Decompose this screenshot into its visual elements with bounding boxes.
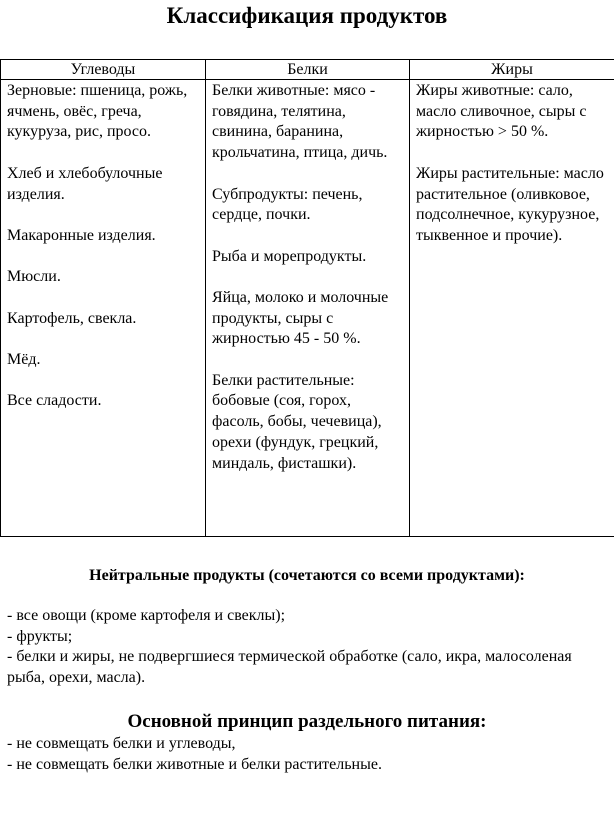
protein-item: Белки животные: мясо - говядина, телятина, свинина, баранина, крольчатина, птица, дичь. — [212, 82, 388, 162]
protein-item: Яйца, молоко и молочные продукты, сыры с жирностью 45 - 50 %. — [212, 288, 389, 348]
table-header-row — [1, 60, 614, 80]
carb-item: Макаронные изделия. — [7, 226, 156, 244]
cell-carbohydrates — [1, 80, 206, 537]
principle-heading: Основной принцип раздельного питания: — [127, 711, 487, 732]
protein-item: Субпродукты: печень, сердце, почки. — [212, 185, 363, 224]
table-row — [1, 80, 614, 537]
protein-item: Рыба и морепродукты. — [212, 247, 367, 265]
cell-fats — [410, 80, 614, 537]
principle-list — [7, 734, 607, 775]
document-title: Классификация продуктов — [166, 3, 448, 28]
fat-item: Жиры животные: сало, масло сливочное, сыры с жирностью > 50 %. — [416, 82, 587, 141]
carb-item: Мёд. — [7, 351, 41, 369]
protein-item: Белки растительные: бобовые (соя, горох, фасоль, бобы, чечевица), орехи (фундук, грецкий, миндаль, фисташки). — [212, 371, 382, 472]
list-item: - не совмещать белки и углеводы, — [7, 735, 236, 752]
neutral-products-list — [7, 606, 607, 689]
carb-item: Зерновые: пшеница, рожь, ячмень, овёс, греча, кукуруза, рис, просо. — [7, 82, 188, 141]
carb-item: Хлеб и хлебобулочные изделия. — [7, 164, 163, 203]
header-fats: Жиры — [410, 60, 614, 80]
list-item: - фрукты; — [7, 627, 73, 645]
header-proteins: Белки — [206, 60, 410, 80]
carb-item: Все сладости. — [7, 392, 102, 410]
cell-proteins — [206, 80, 410, 537]
classification-table — [0, 59, 614, 537]
fat-item: Жиры растительные: масло растительное (оливковое, подсолнечное, кукурузное, тыквенное и прочие). — [416, 164, 604, 244]
list-item: - все овощи (кроме картофеля и свеклы); — [7, 607, 286, 624]
neutral-products-heading: Нейтральные продукты (сочетаются со всеми продуктами): — [89, 567, 525, 584]
header-carbohydrates: Углеводы — [1, 60, 206, 80]
list-item: - белки и жиры, не подвергшиеся термической обработке (сало, икра, малосоленая рыба, орехи, масла). — [7, 648, 572, 687]
list-item: - не совмещать белки животные и белки растительные. — [7, 755, 382, 773]
carb-item: Мюсли. — [7, 268, 61, 286]
carb-item: Картофель, свекла. — [7, 309, 137, 327]
